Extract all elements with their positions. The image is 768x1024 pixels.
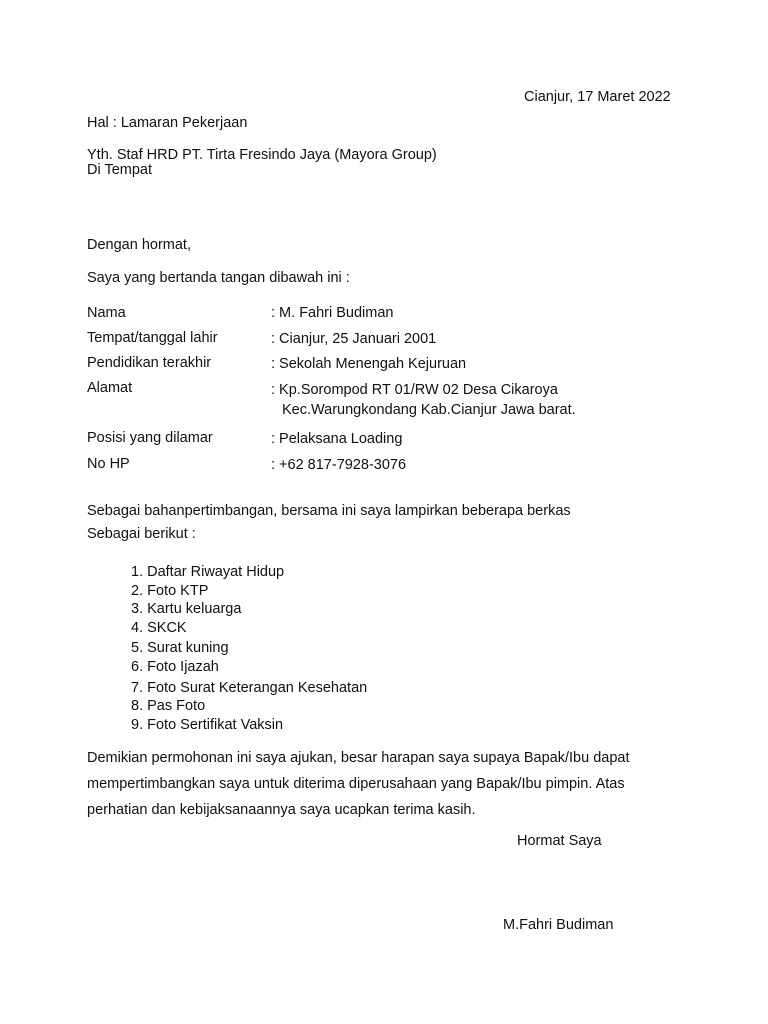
field-value-nama: : M. Fahri Budiman bbox=[271, 305, 394, 321]
field-value-education: : Sekolah Menengah Kejuruan bbox=[271, 356, 467, 372]
field-value-address-line2: Kec.Warungkondang Kab.Cianjur Jawa barat. bbox=[282, 402, 576, 418]
field-label-address: Alamat bbox=[87, 380, 133, 396]
field-label-education: Pendidikan terakhir bbox=[87, 355, 212, 371]
field-value-phone: : +62 817-7928-3076 bbox=[271, 457, 407, 473]
field-value-address: : Kp.Sorompod RT 01/RW 02 Desa Cikaroya bbox=[271, 382, 558, 398]
recipient-location: Di Tempat bbox=[87, 162, 153, 178]
attachments-intro-line2: Sebagai berikut : bbox=[87, 526, 196, 542]
attachments-intro-line1: Sebagai bahanpertimbangan, bersama ini saya lampirkan beberapa berkas bbox=[87, 503, 571, 519]
field-value-birth: : Cianjur, 25 Januari 2001 bbox=[271, 331, 437, 347]
closing-line3: perhatian dan kebijaksanaannya saya ucapkan terima kasih. bbox=[87, 802, 476, 818]
list-item: 5. Surat kuning bbox=[131, 640, 229, 656]
recipient-line: Yth. Staf HRD PT. Tirta Fresindo Jaya (Mayora Group) bbox=[87, 147, 437, 163]
field-label-position: Posisi yang dilamar bbox=[87, 430, 213, 446]
list-item: 9. Foto Sertifikat Vaksin bbox=[131, 717, 284, 733]
list-item: 1. Daftar Riwayat Hidup bbox=[131, 564, 285, 580]
closing-line1: Demikian permohonan ini saya ajukan, besar harapan saya supaya Bapak/Ibu dapat bbox=[87, 750, 630, 766]
field-label-nama: Nama bbox=[87, 305, 126, 321]
list-item: 7. Foto Surat Keterangan Kesehatan bbox=[131, 680, 368, 696]
list-item: 2. Foto KTP bbox=[131, 583, 209, 599]
sign-off: Hormat Saya bbox=[517, 833, 602, 849]
field-label-birth: Tempat/tanggal lahir bbox=[87, 330, 218, 346]
closing-line2: mempertimbangkan saya untuk diterima diperusahaan yang Bapak/Ibu pimpin. Atas bbox=[87, 776, 625, 792]
list-item: 8. Pas Foto bbox=[131, 698, 206, 714]
list-item: 3. Kartu keluarga bbox=[131, 601, 242, 617]
letter-subject: Hal : Lamaran Pekerjaan bbox=[87, 115, 248, 131]
field-label-phone: No HP bbox=[87, 456, 130, 472]
letter-date: Cianjur, 17 Maret 2022 bbox=[524, 89, 671, 105]
intro-text: Saya yang bertanda tangan dibawah ini : bbox=[87, 270, 350, 286]
field-value-position: : Pelaksana Loading bbox=[271, 431, 403, 447]
list-item: 4. SKCK bbox=[131, 620, 187, 636]
list-item: 6. Foto Ijazah bbox=[131, 659, 219, 675]
greeting: Dengan hormat, bbox=[87, 237, 191, 253]
signature-name: M.Fahri Budiman bbox=[503, 917, 614, 933]
